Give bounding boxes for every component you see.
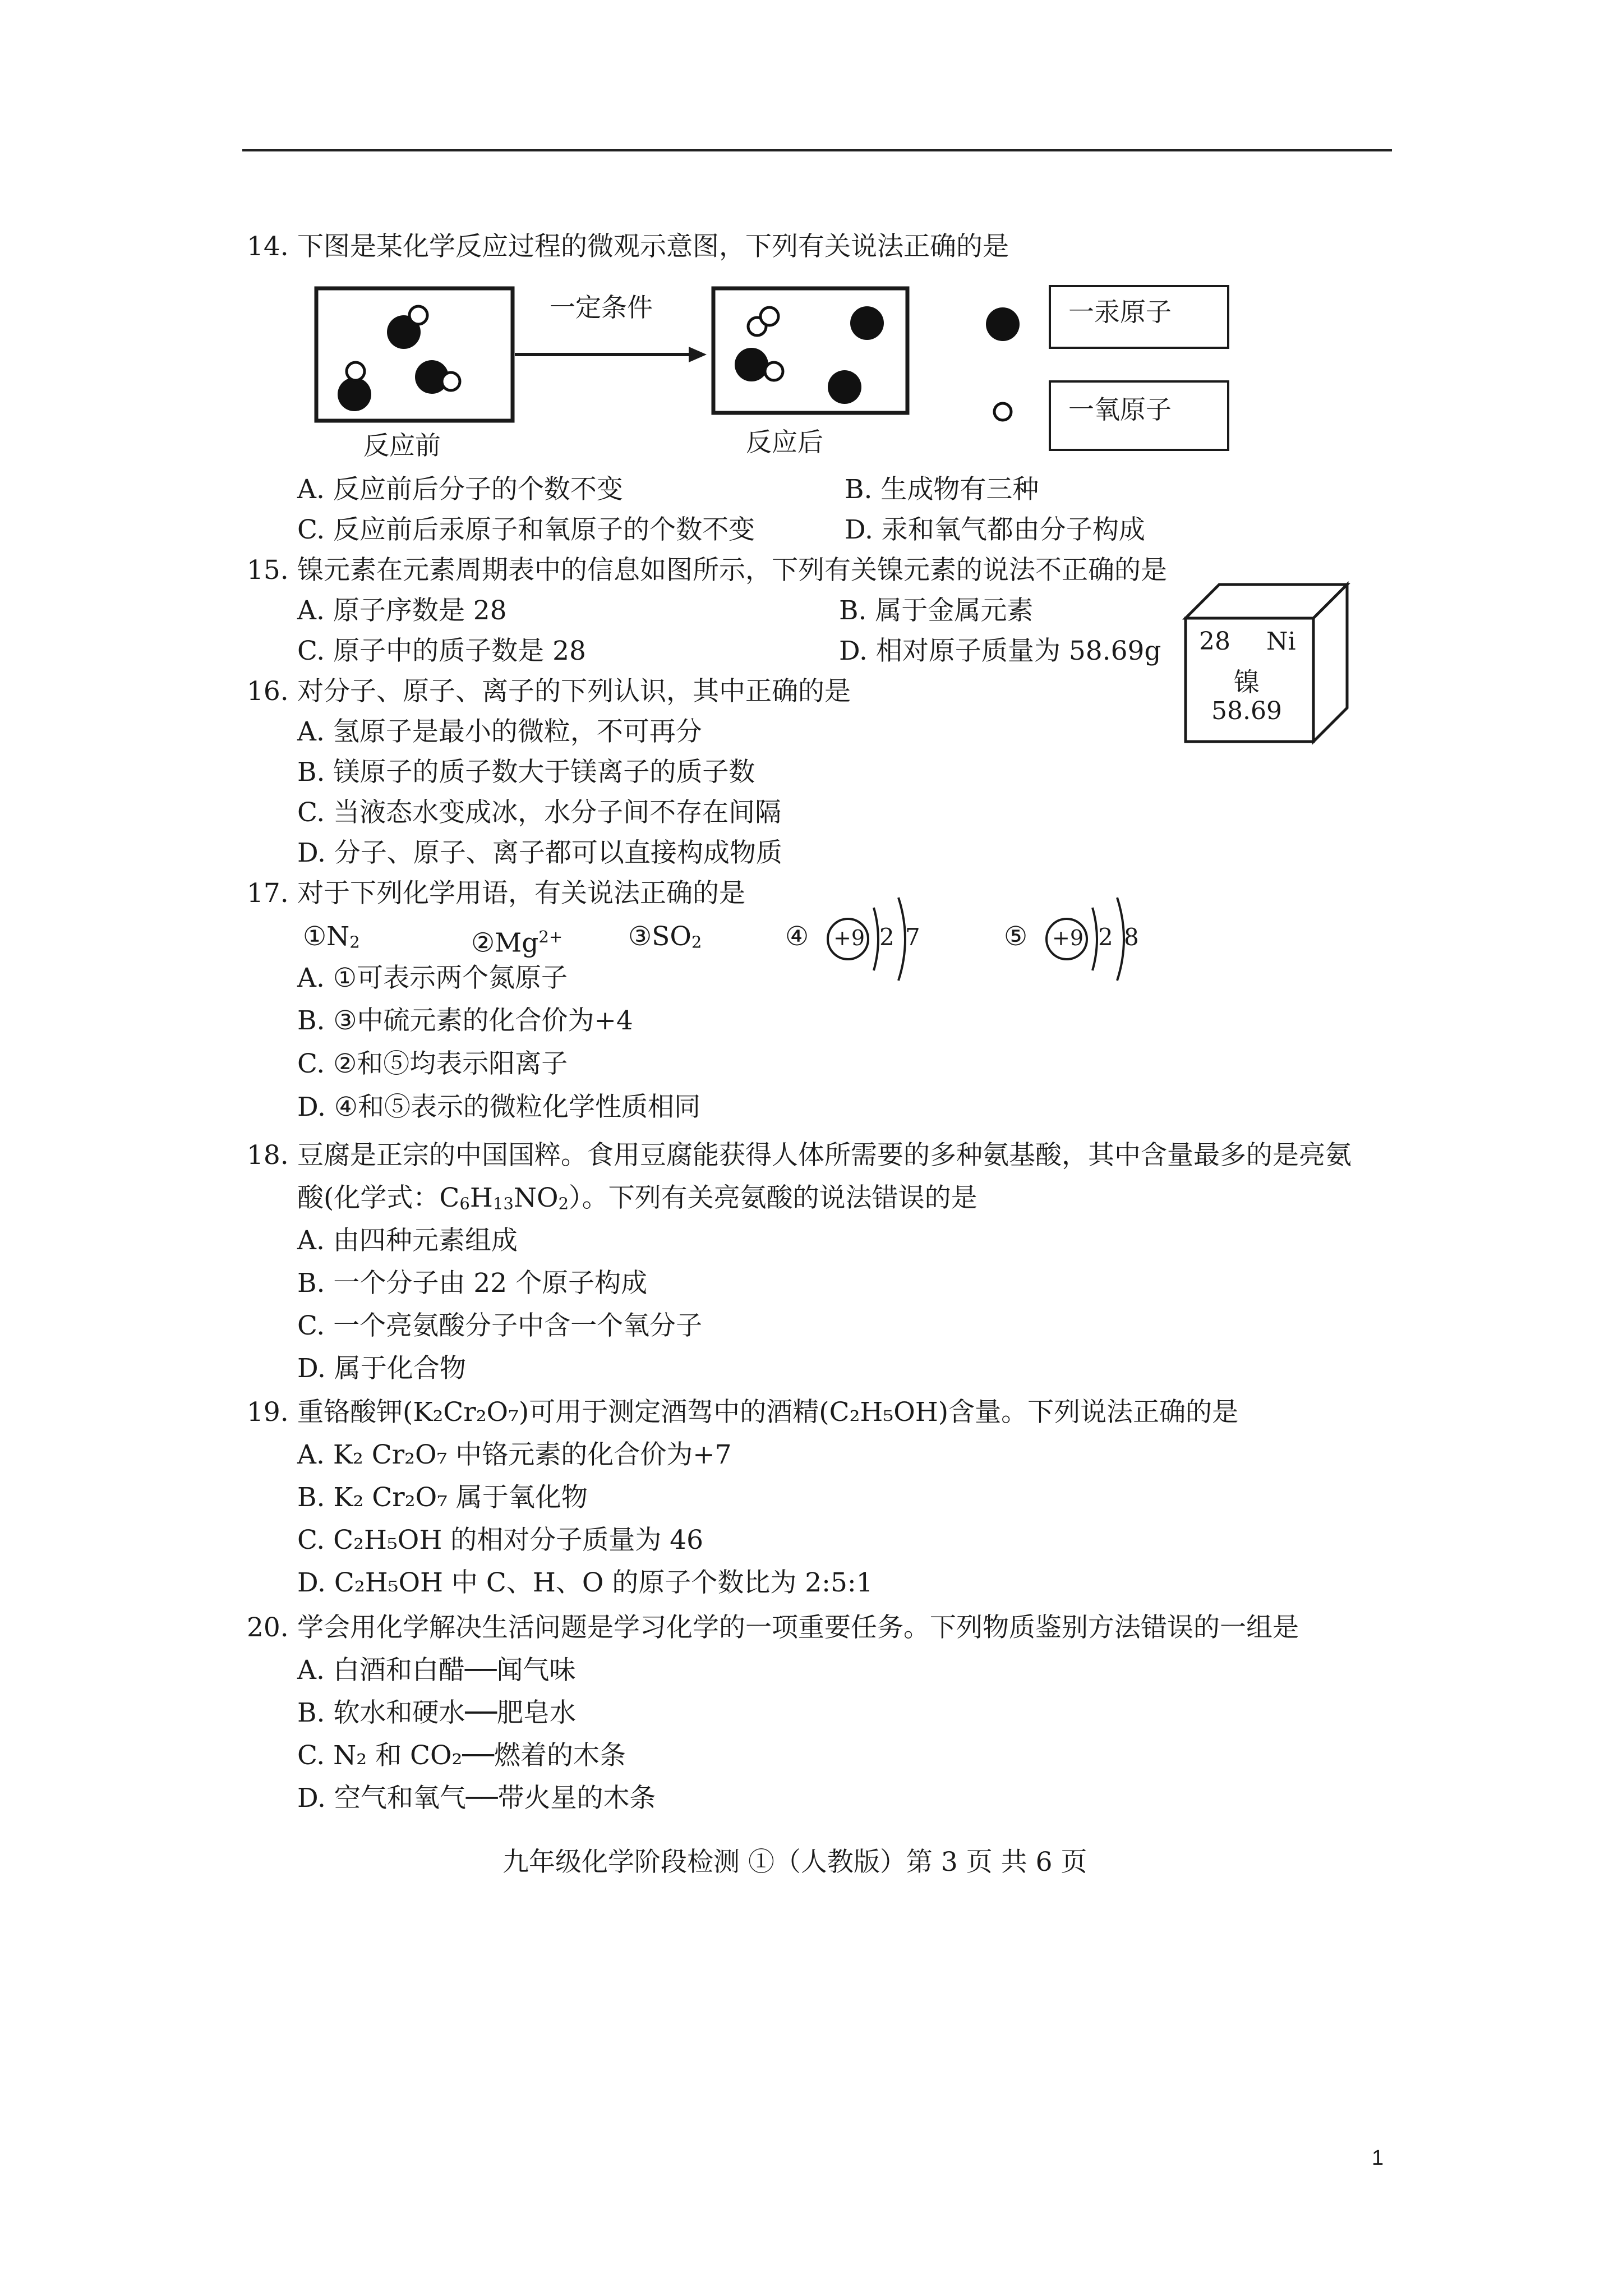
q20-stem: 20. 学会用化学解决生活问题是学习化学的一项重要任务。下列物质鉴别方法错误的一组是 xyxy=(247,1612,1299,1643)
arrow-head xyxy=(689,347,707,362)
page-footer: 九年级化学阶段检测 ①（人教版）第 3 页 共 6 页 xyxy=(502,1847,1087,1878)
structure-4-mark: ④ xyxy=(785,921,809,952)
ion-structure-5: +9 2 8 xyxy=(1039,891,1140,986)
q18-stem-line2: 酸(化学式：$C_6H_{13}NO_2$）。下列有关亮氨酸的说法错误的是 xyxy=(297,1182,978,1213)
legend-hg-atom xyxy=(986,307,1020,341)
q17-option-d: D. ④和⑤表示的微粒化学性质相同 xyxy=(297,1092,701,1122)
symbol-n2: $①N_2$ xyxy=(303,921,360,952)
o-atom xyxy=(347,362,365,380)
structure-5-mark: ⑤ xyxy=(1004,921,1028,952)
condition-label: 一定条件 xyxy=(550,292,653,323)
q20-option-d: D. 空气和氧气──带火星的木条 xyxy=(297,1783,656,1814)
after-label: 反应后 xyxy=(746,427,823,457)
o-atom xyxy=(760,307,778,325)
legend-o-atom xyxy=(994,403,1011,420)
q20-option-c: C. N₂ 和 CO₂──燃着的木条 xyxy=(297,1740,626,1771)
q18-stem-line1: 18. 豆腐是正宗的中国国粹。食用豆腐能获得人体所需要的多种氨基酸，其中含量最多的是亮氨 xyxy=(247,1140,1352,1171)
q15-option-c: C. 原子中的质子数是 28 xyxy=(297,636,586,666)
q15-stem: 15. 镍元素在元素周期表中的信息如图所示，下列有关镍元素的说法不正确的是 xyxy=(247,555,1167,586)
q14-option-b: B. 生成物有三种 xyxy=(845,474,1039,505)
q17-stem: 17. 对于下列化学用语，有关说法正确的是 xyxy=(247,878,745,909)
q16-option-b: B. 镁原子的质子数大于镁离子的质子数 xyxy=(297,757,755,788)
q19-option-a: A. K₂ Cr₂O₇ 中铬元素的化合价为+7 xyxy=(297,1439,732,1470)
q18-option-b: B. 一个分子由 22 个原子构成 xyxy=(297,1268,648,1299)
q15-option-a: A. 原子序数是 28 xyxy=(297,595,507,626)
q17-option-a: A. ①可表示两个氮原子 xyxy=(297,963,568,993)
q15-option-d: D. 相对原子质量为 58.69g xyxy=(839,636,1161,666)
element-number: 28 xyxy=(1199,627,1230,656)
q19-stem: 19. 重铬酸钾(K₂Cr₂O₇)可用于测定酒驾中的酒精(C₂H₅OH)含量。下列说法正确的是 xyxy=(247,1397,1239,1428)
q17-option-c: C. ②和⑤均表示阳离子 xyxy=(297,1048,568,1079)
q19-option-d: D. C₂H₅OH 中 C、H、O 的原子个数比为 2:5:1 xyxy=(297,1567,873,1598)
before-label: 反应前 xyxy=(363,430,441,461)
element-symbol: Ni xyxy=(1266,627,1296,656)
atom-structure-4: +9 2 7 xyxy=(820,891,921,986)
page-number: 1 xyxy=(1372,2146,1384,2170)
q18-option-a: A. 由四种元素组成 xyxy=(297,1225,518,1256)
q18-option-d: D. 属于化合物 xyxy=(297,1353,466,1384)
o-atom xyxy=(409,306,427,324)
hg-atom xyxy=(828,370,861,404)
q15-option-b: B. 属于金属元素 xyxy=(839,595,1034,626)
q19-option-b: B. K₂ Cr₂O₇ 属于氧化物 xyxy=(297,1482,588,1513)
o-atom xyxy=(765,362,783,380)
hg-atom xyxy=(338,378,371,411)
top-rule xyxy=(242,149,1392,151)
nickel-element-cell xyxy=(1182,578,1350,746)
q17-option-b: B. ③中硫元素的化合价为+4 xyxy=(297,1005,633,1036)
element-mass: 58.69 xyxy=(1211,697,1282,725)
hg-atom xyxy=(735,348,768,381)
element-name: 镍 xyxy=(1234,667,1260,697)
symbol-mg-ion: $②Mg^{2+}$ xyxy=(471,927,563,959)
q14-option-a: A. 反应前后分子的个数不变 xyxy=(297,474,623,505)
legend-hg-label: 一汞原子 xyxy=(1068,297,1172,327)
symbol-so2: $③SO_2$ xyxy=(628,921,702,952)
q14-option-d: D. 汞和氧气都由分子构成 xyxy=(845,514,1145,545)
q14-stem: 14. 下图是某化学反应过程的微观示意图，下列有关说法正确的是 xyxy=(247,231,1009,262)
q16-option-c: C. 当液态水变成冰，水分子间不存在间隔 xyxy=(297,797,782,828)
o-atom xyxy=(442,372,460,390)
legend-o-label: 一氧原子 xyxy=(1068,394,1172,425)
q16-option-a: A. 氢原子是最小的微粒，不可再分 xyxy=(297,716,702,747)
hg-atom xyxy=(850,306,884,340)
q16-stem: 16. 对分子、原子、离子的下列认识，其中正确的是 xyxy=(247,676,851,707)
q14-option-c: C. 反应前后汞原子和氧原子的个数不变 xyxy=(297,514,755,545)
q16-option-d: D. 分子、原子、离子都可以直接构成物质 xyxy=(297,838,782,868)
q19-option-c: C. C₂H₅OH 的相对分子质量为 46 xyxy=(297,1525,704,1556)
q18-option-c: C. 一个亮氨酸分子中含一个氧分子 xyxy=(297,1310,703,1341)
q20-option-a: A. 白酒和白醋──闻气味 xyxy=(297,1655,576,1686)
q20-option-b: B. 软水和硬水──肥皂水 xyxy=(297,1697,577,1728)
